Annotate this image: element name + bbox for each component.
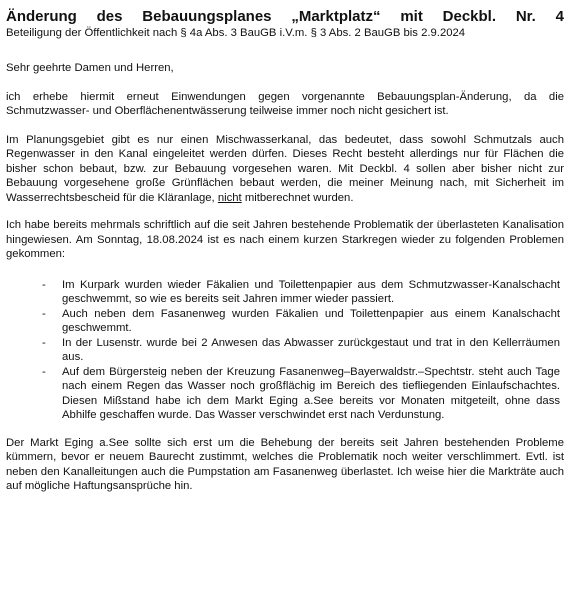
paragraph-sewer-system bbox=[6, 133, 564, 206]
bullet-dash: - bbox=[42, 307, 46, 320]
list-item-text: Auf dem Bürgersteig neben der Kreuzung Fasanenweg–Bayerwaldstr.–Spechtstr. steht auch Tage nach einem Regen das Wasser noch großflächig im Bereich des tiefliegenden Einlaufschachtes. Diesen Mißstand habe ich dem Markt Eging a.See bereits vor Monaten mitgeteilt, ohne dass Abhilfe geschaffen wurde. Das Wasser verschwindet erst nach Verdunstung. bbox=[62, 365, 560, 421]
list-item bbox=[42, 365, 564, 423]
salutation: Sehr geehrte Damen und Herren, bbox=[6, 62, 174, 74]
document-subtitle: Beteiligung der Öffentlichkeit nach § 4a Abs. 3 BauGB i.V.m. § 3 Abs. 2 BauGB bis 2.9.2024 bbox=[6, 27, 466, 39]
paragraph-sewer-text-before: Im Planungsgebiet gibt es nur einen Mischwasserkanal, das bedeutet, dass sowohl Schmutzals auch Regenwasser in den Kanal eingeleitet werden dürfen. Dieses Recht besteht allerdings nur für Flächen die bisher schon bebaut, bzw. zur Bebauung vorgesehen waren. Mit Deckbl. 4 sollen aber bisher nicht zur Bebauung vorgesehene große Grünflächen bebaut werden, die meiner Meinung nach, mit Sicherheit im Wasserrechtsbescheid für die Kläranlage, bbox=[6, 133, 564, 204]
bullet-dash: - bbox=[42, 365, 46, 378]
list-item bbox=[42, 307, 564, 336]
bullet-dash: - bbox=[42, 336, 46, 349]
list-item-text: Auch neben dem Fasanenweg wurden Fäkalien und Toilettenpapier aus einem Kanalschacht geschwemmt. bbox=[62, 307, 560, 334]
list-item-text: In der Lusenstr. wurde bei 2 Anwesen das Abwasser zurückgestaut und trat in den Kellerräumen aus. bbox=[62, 336, 560, 363]
list-item bbox=[42, 336, 564, 365]
document-title: Änderung des Bebauungsplanes „Marktplatz“ mit Deckbl. Nr. 4 bbox=[6, 8, 564, 25]
paragraph-problems-intro: Ich habe bereits mehrmals schriftlich auf die seit Jahren bestehende Problematik der überlasteten Kanalisation hingewiesen. Am Sonntag, 18.08.2024 ist es nach einem kurzen Starkregen wieder zu folgenden Problemen gekommen: bbox=[6, 219, 564, 260]
problem-list bbox=[6, 278, 564, 423]
paragraph-sewer-text-after: mitberechnet wurden. bbox=[241, 191, 354, 204]
paragraph-conclusion: Der Markt Eging a.See sollte sich erst um die Behebung der bereits seit Jahren bestehenden Probleme kümmern, bevor er neuem Baurecht zustimmt, welches die Problematik noch weiter verschlimmert. Evtl. ist neben den Kanalleitungen auch die Pumpstation am Fasanenweg überlastet. Ich weise hier die Markträte auch auf mögliche Haftungsansprüche hin. bbox=[6, 436, 564, 492]
underlined-word: nicht bbox=[217, 191, 242, 204]
paragraph-objection: ich erhebe hiermit erneut Einwendungen gegen vorgenannte Bebauungsplan-Änderung, da die Schmutzwasser- und Oberflächenentwässerung teilweise immer noch nicht gesichert ist. bbox=[6, 90, 564, 117]
list-item-text: Im Kurpark wurden wieder Fäkalien und Toilettenpapier aus dem Schmutzwasser-Kanalschacht geschwemmt, so wie es bereits seit Jahren immer wieder passiert. bbox=[62, 278, 560, 305]
list-item bbox=[42, 278, 564, 307]
bullet-dash: - bbox=[42, 278, 46, 291]
